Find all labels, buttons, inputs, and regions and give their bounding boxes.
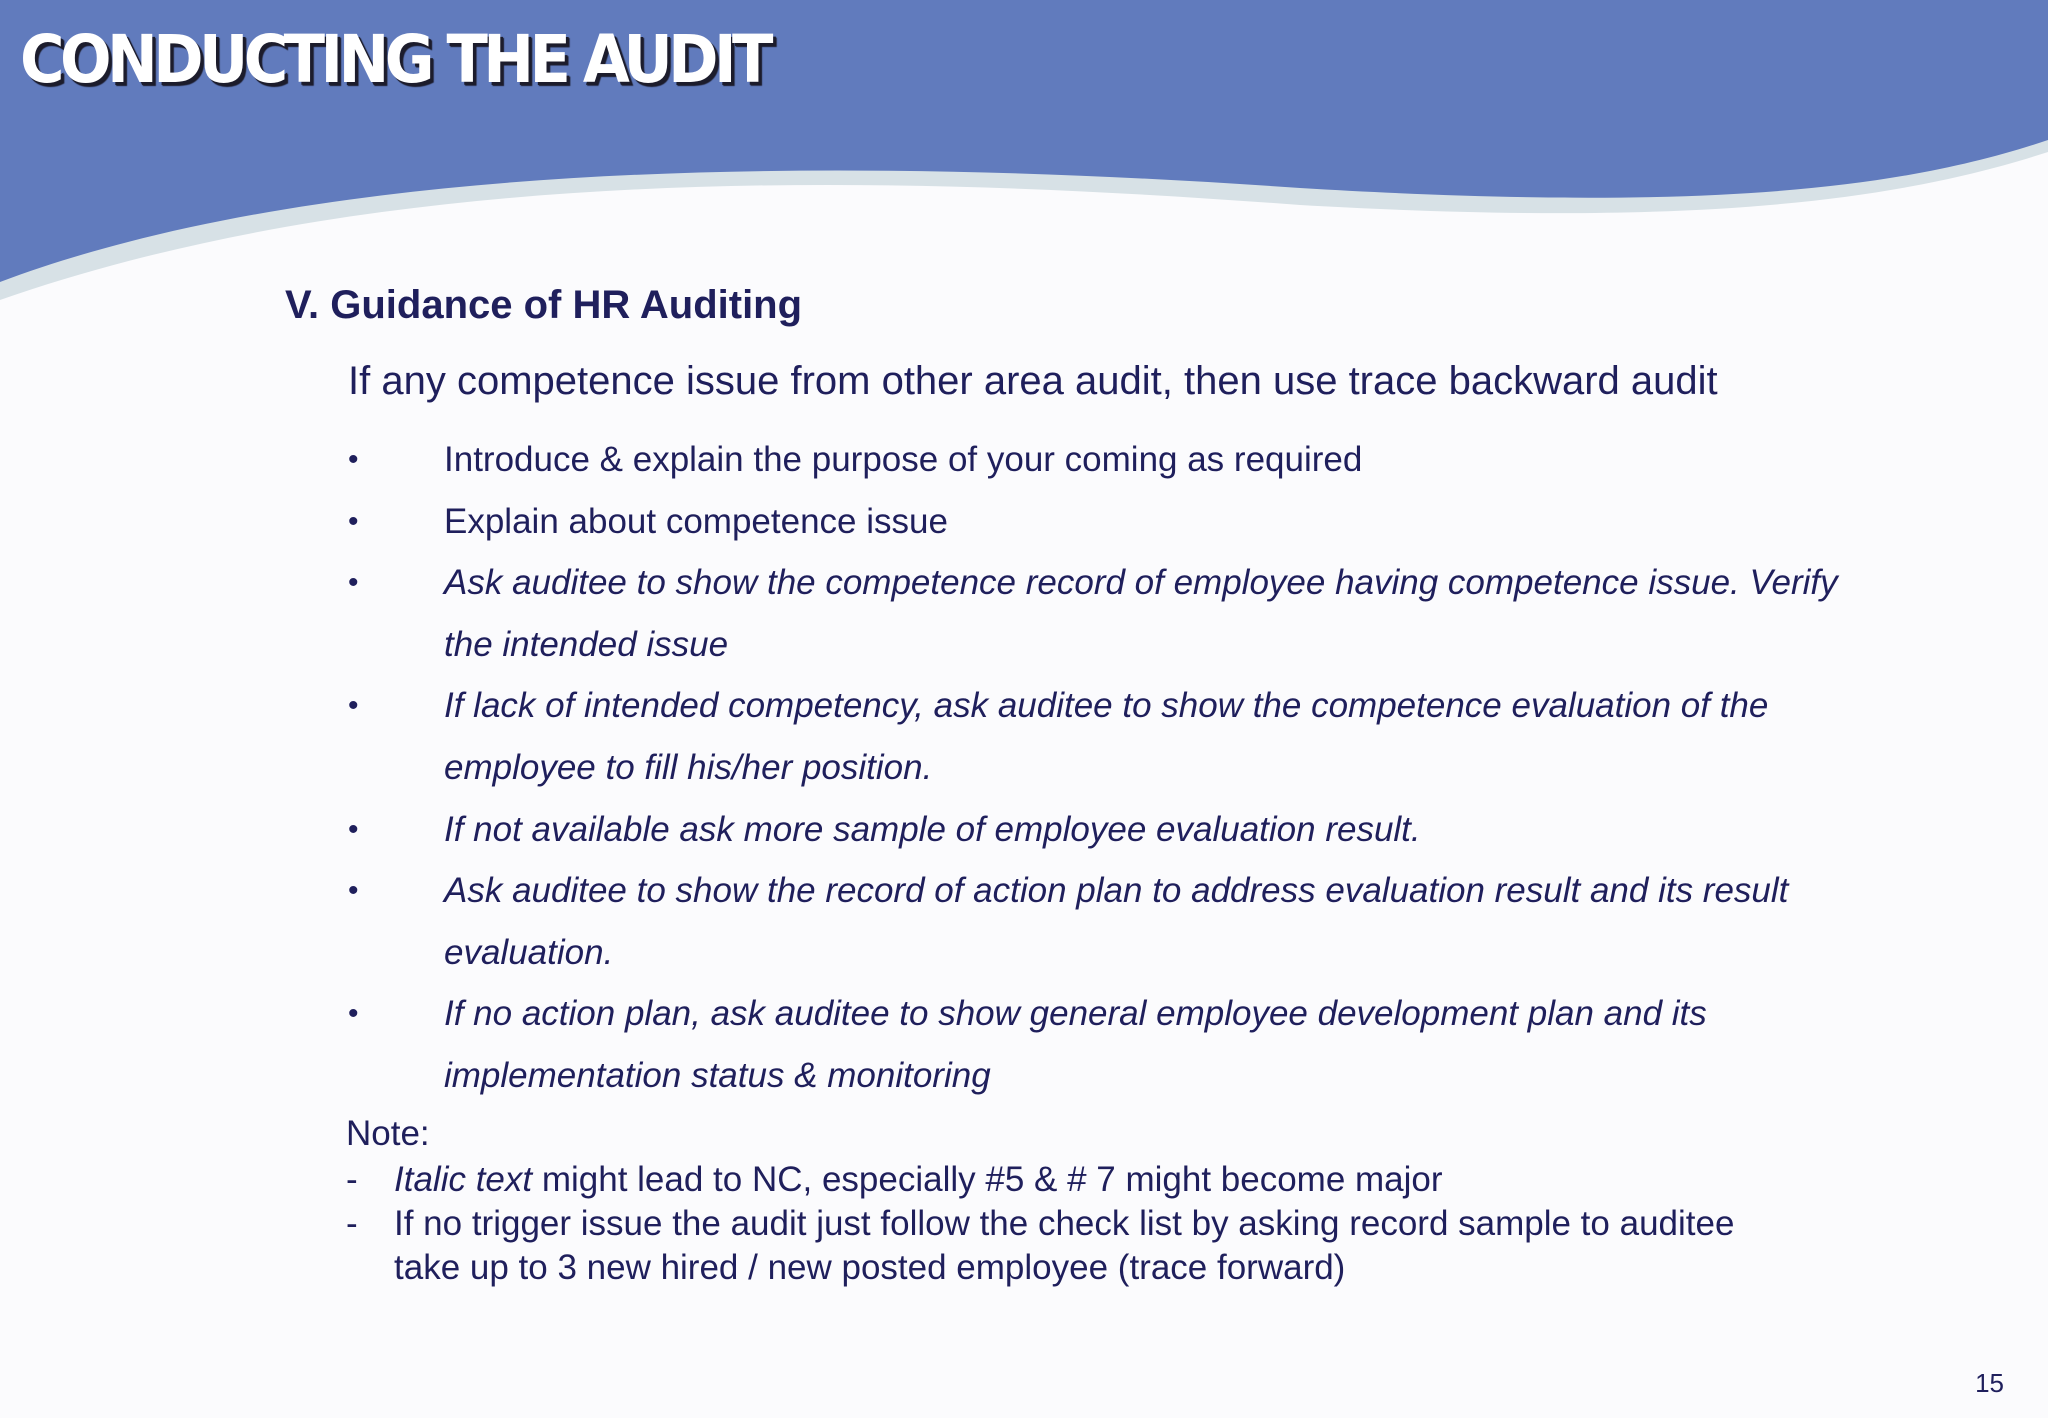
page-number: 15 bbox=[1975, 1368, 2004, 1398]
bullet-dot: • bbox=[348, 812, 359, 846]
bullet-text: If no action plan, ask auditee to show general employee development plan and its implementation status & monitoring bbox=[444, 994, 1707, 1095]
intro-line: If any competence issue from other area audit, then use trace backward audit bbox=[348, 359, 1718, 403]
note-dash: - bbox=[346, 1160, 358, 1199]
slide-title: CONDUCTING THE AUDIT bbox=[20, 21, 769, 98]
bullet-text: Ask auditee to show the competence record of employee having competence issue. Verify the intended issue bbox=[444, 563, 1838, 664]
bullet-item bbox=[348, 983, 1848, 1106]
bullet-text: Ask auditee to show the record of action plan to address evaluation result and its result evaluation. bbox=[444, 871, 1789, 972]
bullet-dot: • bbox=[348, 689, 359, 723]
bullet-text: If not available ask more sample of employee evaluation result. bbox=[444, 809, 1421, 849]
bullet-text: If lack of intended competency, ask auditee to show the competence evaluation of the employee to fill his/her position. bbox=[444, 686, 1769, 787]
bullet-text: Explain about competence issue bbox=[444, 501, 948, 541]
bullet-dot: • bbox=[348, 997, 359, 1031]
bullet-item bbox=[348, 799, 1848, 861]
note-label: Note: bbox=[346, 1114, 430, 1153]
note-item-text bbox=[394, 1158, 1766, 1202]
bullet-list bbox=[348, 429, 1848, 1107]
bullet-item bbox=[348, 491, 1848, 553]
bullet-dot: • bbox=[348, 504, 359, 538]
note-item-text: If no trigger issue the audit just follow the check list by asking record sample to auditee take up to 3 new hired / new posted employee (trace forward) bbox=[394, 1204, 1735, 1287]
bullet-dot: • bbox=[348, 874, 359, 908]
bullet-item bbox=[348, 429, 1848, 491]
bullet-item bbox=[348, 675, 1848, 798]
bullet-item bbox=[348, 860, 1848, 983]
bullet-item bbox=[348, 552, 1848, 675]
bullet-dot: • bbox=[348, 443, 359, 476]
note-dash: - bbox=[346, 1204, 358, 1243]
note-item-rest: might lead to NC, especially #5 & # 7 might become major bbox=[532, 1160, 1443, 1199]
note-item bbox=[346, 1202, 1766, 1290]
bullet-dot: • bbox=[348, 566, 359, 600]
note-item bbox=[346, 1158, 1766, 1202]
section-heading: V. Guidance of HR Auditing bbox=[285, 283, 803, 327]
bullet-text: Introduce & explain the purpose of your coming as required bbox=[444, 440, 1363, 479]
note-italic-phrase: Italic text bbox=[394, 1160, 533, 1199]
